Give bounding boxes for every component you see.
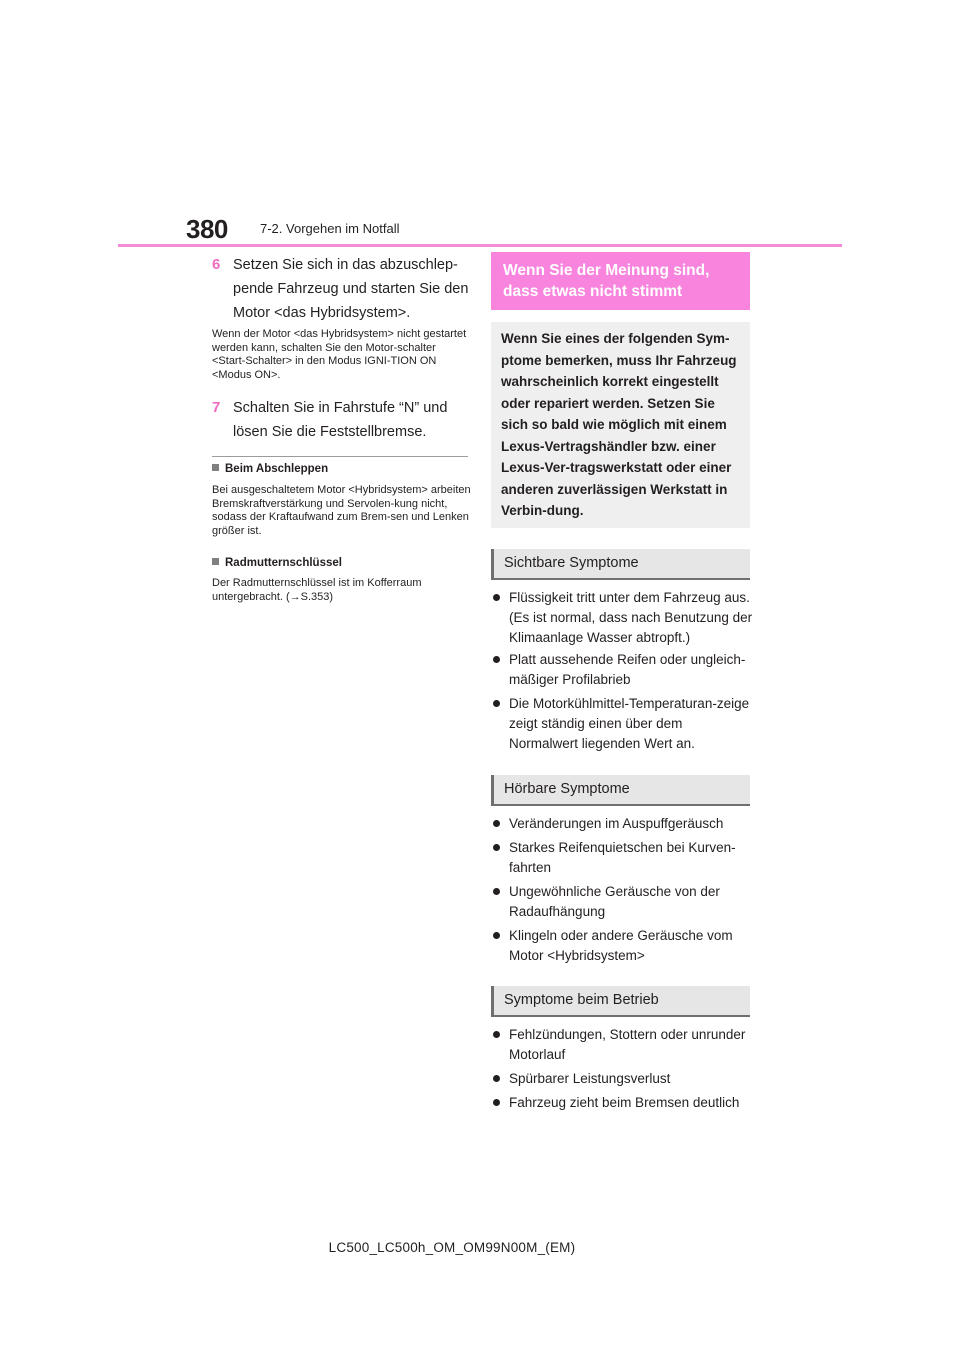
note-text-wrench: Der Radmutternschlüssel ist im Kofferraum untergebracht. (→S.353): [212, 577, 422, 603]
list-item: Die Motorkühlmittel-Temperaturan-zeige zeigt ständig einen über dem Normalwert liegenden Wert an.: [493, 694, 755, 754]
bullet-icon: [493, 1031, 500, 1038]
step-text: Setzen Sie sich in das abzuschlep-pende Fahrzeug und starten Sie den Motor <das Hybridsystem>.: [233, 257, 469, 321]
step-6: [212, 253, 472, 325]
section-heading: 7-2. Vorgehen im Notfall: [260, 221, 400, 236]
page-number: 380: [186, 214, 228, 244]
step-number: 7: [212, 399, 221, 416]
square-bullet-icon: [212, 558, 219, 565]
bullet-icon: [493, 594, 500, 601]
subsection-operation: [491, 986, 750, 1017]
bullet-icon: [493, 888, 500, 895]
note-heading-wrench: Radmutternschlüssel: [212, 557, 342, 569]
topic-title-box: [491, 252, 750, 310]
step-text: Schalten Sie in Fahrstufe “N” und lösen Sie die Feststellbremse.: [233, 400, 448, 440]
bullet-icon: [493, 1075, 500, 1082]
bullet-icon: [493, 700, 500, 707]
step-number: 6: [212, 256, 221, 273]
list-item: Starkes Reifenquietschen bei Kurven-fahrten: [493, 838, 755, 878]
list-item: Flüssigkeit tritt unter dem Fahrzeug aus. (Es ist normal, dass nach Benutzung der Klimaanlage Wasser abtropft.): [493, 588, 755, 648]
manual-code: LC500_LC500h_OM_OM99N00M_(EM): [328, 1240, 576, 1255]
bullet-icon: [493, 844, 500, 851]
list-item: Spürbarer Leistungsverlust: [493, 1069, 755, 1089]
subsection-title: Sichtbare Symptome: [504, 555, 639, 571]
list-item: Fehlzündungen, Stottern oder unrunder Motorlauf: [493, 1025, 755, 1065]
list-item: Fahrzeug zieht beim Bremsen deutlich: [493, 1093, 755, 1113]
step-6-note: Wenn der Motor <das Hybridsystem> nicht gestartet werden kann, schalten Sie den Motor-schalter <Start-Schalter> in den Modus IGNI-TION ON <Modus ON>.: [212, 328, 467, 381]
bullet-icon: [493, 656, 500, 663]
list-item: Veränderungen im Auspuffgeräusch: [493, 814, 755, 834]
bullet-icon: [493, 820, 500, 827]
subsection-title: Symptome beim Betrieb: [504, 992, 659, 1008]
bullet-icon: [493, 932, 500, 939]
topic-title: Wenn Sie der Meinung sind, dass etwas nicht stimmt: [503, 262, 710, 300]
notes-divider: [212, 456, 468, 457]
subsection-audible: [491, 775, 750, 806]
subsection-visible: [491, 549, 750, 580]
square-bullet-icon: [212, 464, 219, 471]
list-item: Platt aussehende Reifen oder ungleich-mäßiger Profilabrieb: [493, 650, 755, 690]
intro-text: Wenn Sie eines der folgenden Sym-ptome bemerken, muss Ihr Fahrzeug wahrscheinlich korrekt eingestellt oder repariert werden. Setzen Sie sich so bald wie möglich mit einem Lexus-Vertragshändler bzw. einer Lexus-Ver-tragswerkstatt oder einer anderen zuverlässigen Werkstatt in Verbin-dung.: [501, 331, 737, 518]
step-7: [212, 396, 472, 444]
intro-box: [491, 322, 750, 528]
header-divider: [118, 244, 842, 247]
bullet-icon: [493, 1099, 500, 1106]
list-item: Klingeln oder andere Geräusche vom Motor <Hybridsystem>: [493, 926, 755, 966]
subsection-title: Hörbare Symptome: [504, 781, 630, 797]
list-item: Ungewöhnliche Geräusche von der Radaufhängung: [493, 882, 755, 922]
note-text-towing: Bei ausgeschaltetem Motor <Hybridsystem> arbeiten Bremskraftverstärkung und Servolen-kung nicht, sodass der Kraftaufwand zum Brem-sen und Lenken größer ist.: [212, 484, 471, 537]
note-heading-towing: Beim Abschleppen: [212, 463, 328, 475]
